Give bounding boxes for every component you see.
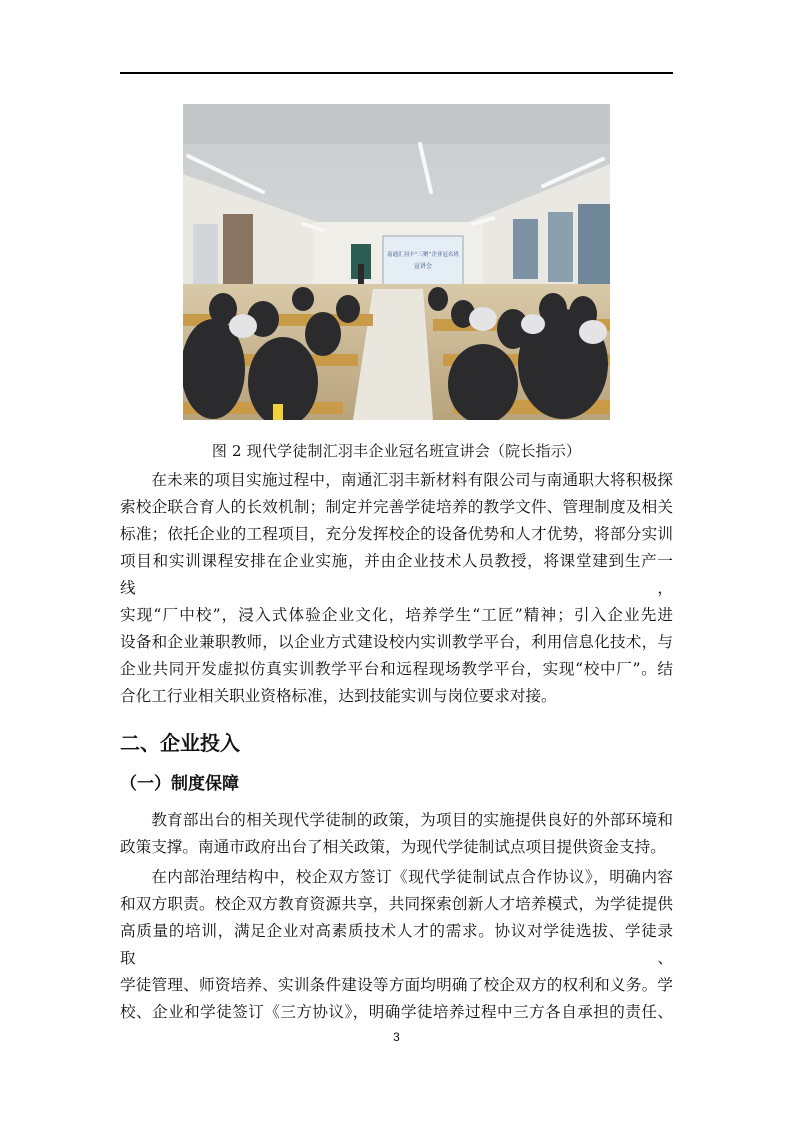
paragraph-1: 在未来的项目实施过程中，南通汇羽丰新材料有限公司与南通职大将积极探 索校企联合育人的长效机制；制定并完善学徒培养的教学文件、管理制度及相关 标准；依托企业的工程项目，充分发挥校企的设备优势和人才优势，将部分实训 项目和实训课程安排在企业实施，并由企业技术人员教授，将课堂建到生产一线， 实现“厂中校”，浸入式体验企业文化，培养学生“工匠”精神；引入企业先进 设备和企业兼职教师，以企业方式建设校内实训教学平台，利用信息化技术，与 企业共同开发虚拟仿真实训教学平台和远程现场教学平台，实现“校中厂”。结 合化工行业相关职业资格标准，达到技能实训与岗位要求对接。 (120, 471, 673, 705)
figure-caption: 图 2 现代学徒制汇羽丰企业冠名班宣讲会（院长指示） (211, 442, 582, 460)
section-heading: 二、企业投入 (120, 731, 240, 755)
header-rule (120, 72, 673, 74)
subsection-heading: （一）制度保障 (120, 774, 239, 794)
screen-line2: 宣讲会 (413, 263, 433, 270)
paragraph-3: 在内部治理结构中，校企双方签订《现代学徒制试点合作协议》，明确内容 和双方职责。校企双方教育资源共享，共同探索创新人才培养模式，为学徒提供 高质量的培训，满足企业对高素质技术人才的需求。协议对学徒选拔、学徒录取、 学徒管理、师资培养、实训条件建设等方面均明确了校企双方的权利和义务。学 校、企业和学徒签订《三方协议》，明确学徒培养过程中三方各自承担的责任、 (120, 868, 673, 1021)
paragraph-2: 教育部出台的相关现代学徒制的政策，为项目的实施提供良好的外部环境和 政策支撑。南通市政府出台了相关政策，为现代学徒制试点项目提供资金支持。 (120, 811, 673, 856)
classroom-photo (183, 104, 610, 420)
projection-screen (383, 236, 463, 286)
page-number: 3 (393, 1030, 400, 1044)
screen-line1: 南通汇羽丰“三聚”企业冠名班 (387, 252, 459, 258)
